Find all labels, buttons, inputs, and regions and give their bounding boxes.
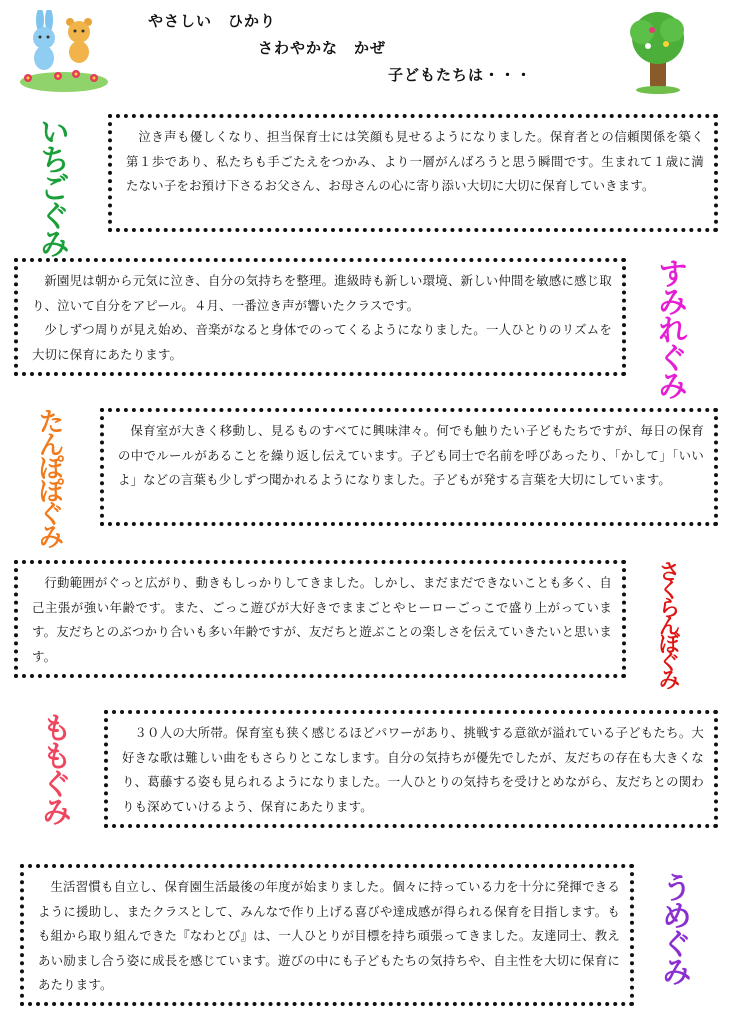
class-box-tanpopo xyxy=(100,408,718,526)
tree-illustration xyxy=(622,10,694,94)
paragraph: 保育室が大きく移動し、見るものすべてに興味津々。何でも触りたい子どもたちですが、毎日の保育の中でルールがあることを繰り返し伝えています。子ども同士で名前を呼びあったり、「かして」「いいよ」などの言葉も少しずつ聞かれるようになりました。子どもが発する言葉を大切にしています。 xyxy=(118,423,704,487)
class-label-ichigo: いちごぐみ xyxy=(34,116,69,256)
class-label-ume: うめぐみ xyxy=(656,872,691,984)
class-label-sumire: すみれぐみ xyxy=(652,258,687,398)
paragraph: ３０人の大所帯。保育室も狭く感じるほどパワーがあり、挑戦する意欲が溢れている子どもたち。大好きな歌は難しい曲をもさらりとこなします。自分の気持ちが優先でしたが、友だちの存在も大きくなり、葛藤する姿も見られるようになりました。一人ひとりの気持ちを受けとめながら、友だちとの関わりも深めていけるよう、保育にあたります。 xyxy=(122,725,704,814)
class-box-momo xyxy=(104,710,718,828)
class-box-sumire xyxy=(14,258,626,376)
paragraph: 新園児は朝から元気に泣き、自分の気持ちを整理。進級時も新しい環境、新しい仲間を敏感に感じ取り、泣いて自分をアピール。４月、一番泣き声が響いたクラスです。 xyxy=(32,273,612,313)
class-label-sakuranbo: さくらんぼぐみ xyxy=(655,560,680,686)
paragraph: 生活習慣も自立し、保育園生活最後の年度が始まりました。個々に持っている力を十分に発揮できるように援助し、またクラスとして、みんなで作り上げる喜びや達成感が得られる保育を目指します。もも組から取り組んできた『なわとび』は、一人ひとりが目標を持ち頑張ってきました。友達同士、教えあい励まし合う姿に成長を感じています。遊びの中にも子どもたちの気持ちや、自主性を大切に保育にあたります。 xyxy=(38,879,620,992)
class-label-tanpopo: たんぽぽぐみ xyxy=(34,408,64,546)
rabbit-bear-illustration xyxy=(18,10,110,94)
header-line-3: 子どもたちは・・・ xyxy=(388,66,533,84)
class-box-ichigo xyxy=(108,114,718,232)
header-line-2: さわやかな かぜ xyxy=(258,39,387,57)
class-label-momo: ももぐみ xyxy=(36,712,71,824)
paragraph: 行動範囲がぐっと広がり、動きもしっかりしてきました。しかし、まだまだできないことも多く、自己主張が強い年齢です。また、ごっこ遊びが大好きでままごとやヒーローごっこで盛り上がっています。友だちとのぶつかり合いも多い年齢ですが、友だちと遊ぶことの楽しさを伝えていきたいと思います。 xyxy=(32,575,612,664)
class-box-sakuranbo xyxy=(14,560,626,678)
class-box-ume xyxy=(20,864,634,1006)
paragraph: 少しずつ周りが見え始め、音楽がなると身体でのってくるようになりました。一人ひとりのリズムを大切に保育にあたります。 xyxy=(32,322,612,362)
header-line-1: やさしい ひかり xyxy=(148,12,277,30)
paragraph: 泣き声も優しくなり、担当保育士には笑顔も見せるようになりました。保育者との信頼関係を築く第１歩であり、私たちも手ごたえをつかみ、より一層がんばろうと思う瞬間です。生まれて１歳に満たない子をお預け下さるお父さん、お母さんの心に寄り添い大切に大切に保育していきます。 xyxy=(126,129,704,193)
